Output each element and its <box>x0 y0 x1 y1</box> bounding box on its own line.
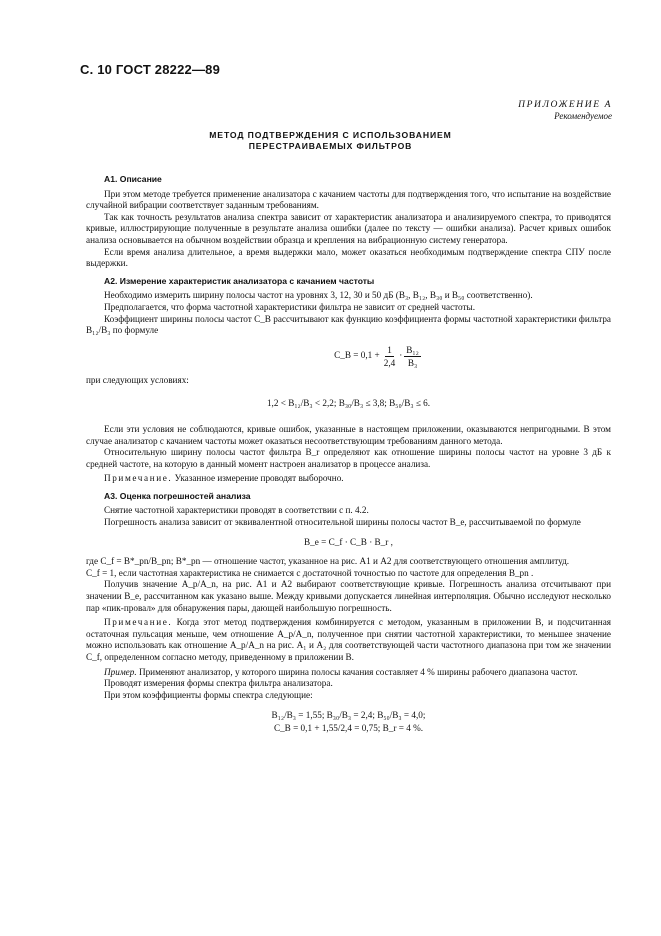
fraction-2-numerator: B₁₂ <box>406 344 419 355</box>
formula-cb <box>146 344 611 369</box>
note-label: Примечание. <box>104 473 173 484</box>
fraction-2 <box>404 344 421 369</box>
conditions: 1,2 < B₁₂/B₃ < 2,2; B₃₀/B₃ ≤ 3,8; B₅₀/B₃ ≤ 6. <box>266 398 431 409</box>
paragraph: Если время анализа длительное, а время выдержки мало, может оказаться необходимым подтверждение спектра СПУ после выдержки. <box>86 246 611 269</box>
appendix-status: Рекомендуемое <box>554 111 612 121</box>
page-header: С. 10 ГОСТ 28222—89 <box>80 62 221 77</box>
paragraph: где C_f = B*_pn/B_pn; B*_pn — отношение частот, указанное на рис. А1 и А2 для соответствующего отношения амплитуд. <box>86 556 570 567</box>
title-line-2: ПЕРЕСТРАИВАЕМЫХ ФИЛЬТРОВ <box>248 141 413 151</box>
paragraph: Снятие частотной характеристики проводят в соответствии с п. 4.2. <box>104 505 369 516</box>
example-label: Пример. <box>104 666 137 677</box>
appendix-block <box>518 100 612 121</box>
result-line-1: B₁₂/B₃ = 1,55; B₃₀/B₃ = 2,4; B₅₀/B₃ = 4,0; <box>271 710 426 721</box>
formula-dot: · <box>399 350 403 361</box>
paragraph: C_f = 1, если частотная характеристика не снимается с достаточной точностью по частоте для определения B_pn . <box>86 567 534 578</box>
document-body <box>86 168 611 735</box>
fraction-1 <box>382 344 397 369</box>
paragraph: При этом коэффициенты формы спектра следующие: <box>104 689 313 700</box>
appendix-label: ПРИЛОЖЕНИЕ А <box>518 100 612 110</box>
paragraph: Предполагается, что форма частотной характеристики фильтра не зависит от средней частоты. <box>104 301 476 312</box>
section-heading-a3: А3. Оценка погрешностей анализа <box>104 490 251 501</box>
note <box>86 617 611 663</box>
result-line-2: C_B = 0,1 + 1,55/2,4 = 0,75; B_r = 4 %. <box>273 723 424 734</box>
fraction-2-denominator: B₃ <box>407 357 418 368</box>
note-label: Примечание. <box>104 617 173 628</box>
title-line-1: МЕТОД ПОДТВЕРЖДЕНИЯ С ИСПОЛЬЗОВАНИЕМ <box>209 130 452 140</box>
section-heading-a1: А1. Описание <box>104 174 162 184</box>
paragraph: Погрешность анализа зависит от эквивалентной относительной ширины полосы частот B_e, рассчитываемой по формуле <box>104 517 581 528</box>
formula-lhs: C_B = 0,1 + <box>334 350 380 361</box>
section-heading-a2: А2. Измерение характеристик анализатора с качанием частоты <box>104 275 375 286</box>
document-title <box>0 130 661 152</box>
paragraph: Необходимо измерить ширину полосы частот на уровнях 3, 12, 30 и 50 дБ (B₃, B₁₂, B₃₀ и B₅₀ соответственно). <box>104 290 533 301</box>
example <box>86 667 611 679</box>
paragraph: Если эти условия не соблюдаются, кривые ошибок, указанные в настоящем приложении, оказываются непригодными. В этом случае анализатор с качанием частоты может оказаться несоответствующим требованиям данного метода. <box>86 423 611 446</box>
note <box>86 473 611 485</box>
example-text: Применяют анализатор, у которого ширина полосы качания составляет 4 % ширины рабочего диапазона частот. <box>136 666 578 677</box>
paragraph: При этом методе требуется применение анализатора с качанием частоты для подтверждения того, что испытание на воздействие случайной вибрации соответствует заданным требованиям. <box>86 188 611 211</box>
paragraph: Относительную ширину полосы частот фильтра B_r определяют как отношение ширины полосы частот на уровне 3 дБ к средней частоте, на которую в данный момент настроен анализатор в процессе анализа. <box>86 447 611 469</box>
paragraph: Проводят измерения формы спектра фильтра анализатора. <box>104 678 333 689</box>
conditions-intro: при следующих условиях: <box>86 374 189 385</box>
paragraph: Коэффициент ширины полосы частот C_B рассчитывают как функцию коэффициента формы частотной характеристики фильтра B₁₂/B₃ по формуле <box>86 313 611 336</box>
note-text: Указанное измерение проводят выборочно. <box>172 473 344 484</box>
formula-be: B_e = C_f · C_B · B_r , <box>304 536 393 547</box>
paragraph: Получив значение A_p/A_n, на рис. А1 и А2 выбирают соответствующие кривые. Погрешность анализа отсчитывают при значении B_e, рассчитанном как указано выше. Между кривыми допускается линейная интерполяция. Обычно исследуют несколько пар «пик-провал» для обнаружения пары, дающей наибольшую погрешность. <box>86 579 611 613</box>
fraction-1-numerator: 1 <box>387 344 392 355</box>
fraction-1-denominator: 2,4 <box>383 357 396 368</box>
note-text: Когда этот метод подтверждения комбинируется с методом, указанным в приложении В, и подсчитанная остаточная пульсация меньше, чем отношение A_p/A_n, полученное при снятии частотной характеристики, то меньшее значение можно использовать как отношение A_p/A_n на рис. А₁ и А₂ для соответствующей части частотного диапазона при том же значении C_f, определенном согласно методу, приведенному в приложении В. <box>86 617 611 662</box>
result-formulas <box>86 709 611 735</box>
paragraph: Так как точность результатов анализа спектра зависит от характеристик анализатора и анализируемого спектра, то приводятся кривые, иллюстрирующие полученные в результате анализа ошибки (далее по тексту — ошибки анализа). Расчет кривых ошибок анализа основывается на обычном воздействии образца и крепления на вибрационную систему генератора. <box>86 211 611 245</box>
